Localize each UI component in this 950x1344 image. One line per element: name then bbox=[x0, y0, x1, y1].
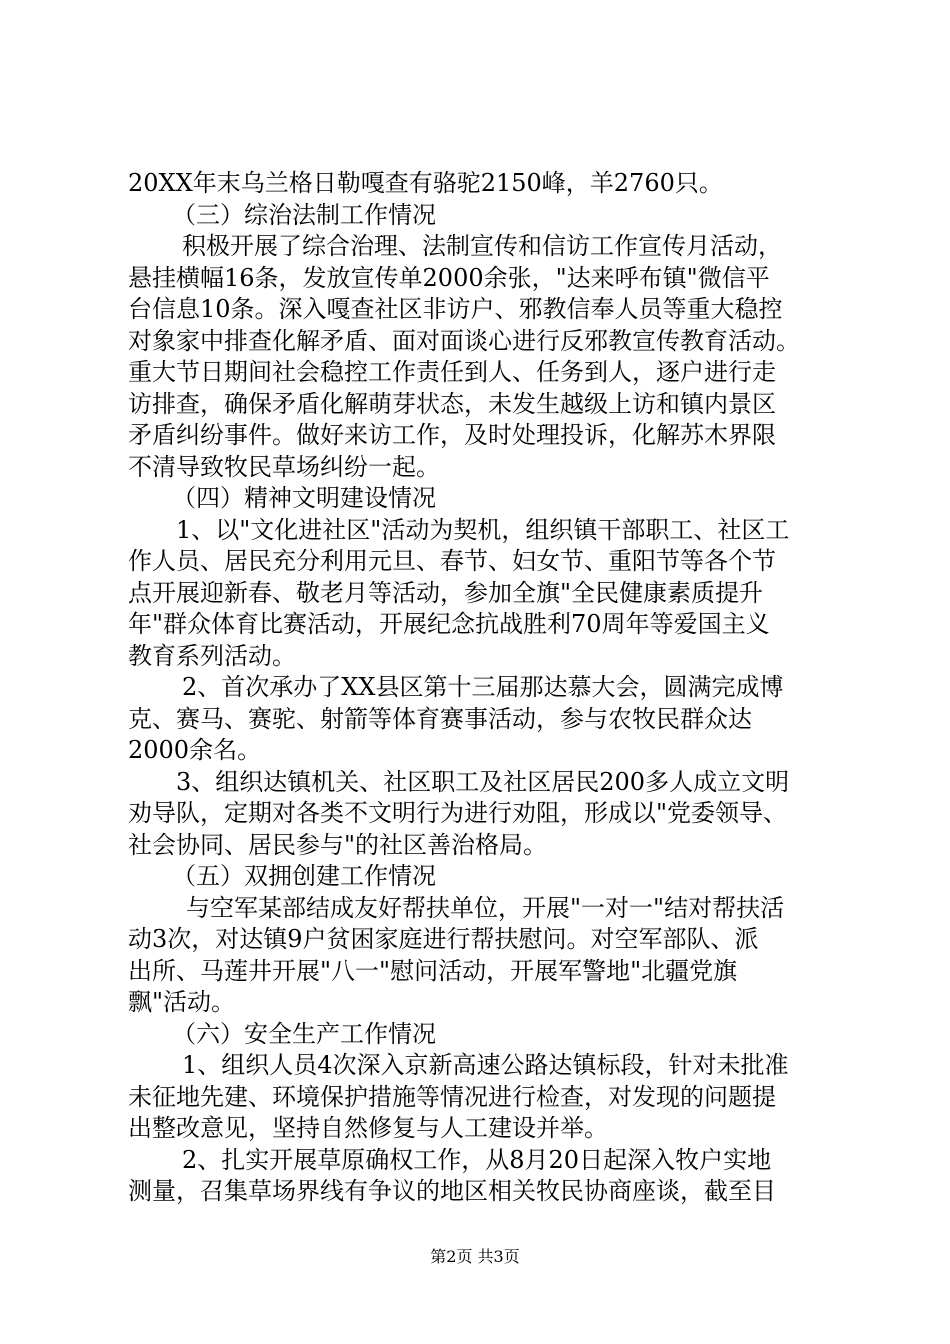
text-line: 年"群众体育比赛活动，开展纪念抗战胜利70周年等爱国主义 bbox=[128, 610, 770, 638]
section-heading: （五）双拥创建工作情况 bbox=[172, 862, 436, 890]
text-line: 矛盾纠纷事件。做好来访工作，及时处理投诉，化解苏木界限 bbox=[128, 421, 776, 449]
text-line: 重大节日期间社会稳控工作责任到人、任务到人，逐户进行走 bbox=[128, 358, 776, 386]
paragraph-start: 2、首次承办了XX县区第十三届那达慕大会，圆满完成博 bbox=[182, 673, 784, 701]
text-line: 台信息10条。深入嘎查社区非访户、邪教信奉人员等重大稳控 bbox=[128, 295, 783, 323]
text-line: 测量，召集草场界线有争议的地区相关牧民协商座谈，截至目 bbox=[128, 1177, 776, 1205]
text-line: 作人员、居民充分利用元旦、春节、妇女节、重阳节等各个节 bbox=[128, 547, 776, 575]
paragraph-start: 1、组织人员4次深入京新高速公路达镇标段，针对未批准 bbox=[182, 1051, 789, 1079]
text-line: 劝导队，定期对各类不文明行为进行劝阻，形成以"党委领导、 bbox=[128, 799, 788, 827]
paragraph-start: 积极开展了综合治理、法制宣传和信访工作宣传月活动， bbox=[182, 232, 782, 260]
paragraph-start: 与空军某部结成友好帮扶单位，开展"一对一"结对帮扶活 bbox=[186, 893, 785, 922]
text-line: 出整改意见，坚持自然修复与人工建设并举。 bbox=[128, 1114, 608, 1142]
text-line: 对象家中排查化解矛盾、面对面谈心进行反邪教宣传教育活动。 bbox=[128, 326, 800, 355]
section-heading: （三）综治法制工作情况 bbox=[172, 200, 436, 229]
text-line: 访排查，确保矛盾化解萌芽状态，未发生越级上访和镇内景区 bbox=[128, 389, 776, 418]
section-heading: （四）精神文明建设情况 bbox=[172, 484, 436, 512]
section-heading: （六）安全生产工作情况 bbox=[172, 1019, 436, 1048]
text-line: 教育系列活动。 bbox=[128, 641, 296, 670]
document-body bbox=[128, 168, 828, 1208]
text-line: 悬挂横幅16条，发放宣传单2000余张，"达来呼布镇"微信平 bbox=[128, 263, 770, 292]
text-line: 未征地先建、环境保护措施等情况进行检查，对发现的问题提 bbox=[128, 1082, 776, 1111]
text-line: 飘"活动。 bbox=[128, 988, 236, 1016]
paragraph-start: 1、以"文化进社区"活动为契机，组织镇干部职工、社区工 bbox=[176, 515, 790, 544]
paragraph-start: 3、组织达镇机关、社区职工及社区居民200多人成立文明 bbox=[176, 767, 790, 796]
text-line: 不清导致牧民草场纠纷一起。 bbox=[128, 452, 440, 481]
text-line: 点开展迎新春、敬老月等活动，参加全旗"全民健康素质提升 bbox=[128, 578, 764, 607]
paragraph-start: 2、扎实开展草原确权工作，从8月20日起深入牧户实地 bbox=[182, 1145, 772, 1174]
text-line: 20XX年末乌兰格日勒嘎查有骆驼2150峰，羊2760只。 bbox=[128, 169, 723, 197]
text-line: 动3次，对达镇9户贫困家庭进行帮扶慰问。对空军部队、派 bbox=[128, 925, 759, 953]
text-line: 出所、马莲井开展"八一"慰问活动，开展军警地"北疆党旗 bbox=[128, 956, 738, 985]
text-line: 克、赛马、赛驼、射箭等体育赛事活动，参与农牧民群众达 bbox=[128, 704, 752, 733]
text-line: 2000余名。 bbox=[128, 736, 262, 764]
page-footer: 第2页 共3页 bbox=[430, 1247, 520, 1266]
text-line: 社会协同、居民参与"的社区善治格局。 bbox=[128, 830, 548, 859]
